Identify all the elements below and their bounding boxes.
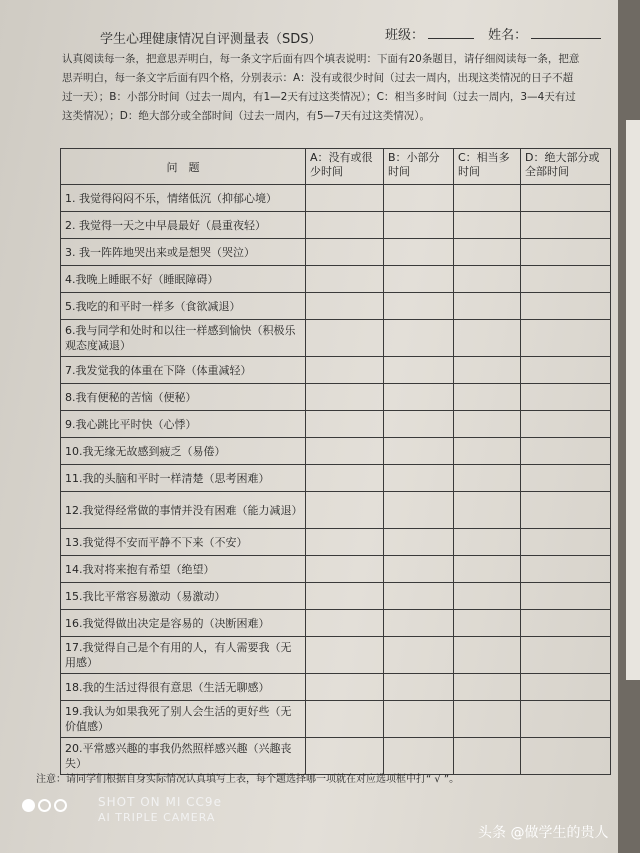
header-option-b: B：小部分时间 — [384, 149, 454, 185]
table-row — [61, 266, 611, 293]
answer-cell-d[interactable] — [521, 674, 611, 701]
table-header-row — [61, 149, 611, 185]
table-row — [61, 357, 611, 384]
answer-cell-b[interactable] — [384, 674, 454, 701]
answer-cell-c[interactable] — [454, 637, 521, 674]
question-text: 20.平常感兴趣的事我仍然照样感兴趣（兴趣丧失） — [61, 738, 306, 775]
answer-cell-b[interactable] — [384, 492, 454, 529]
question-rows — [61, 185, 611, 775]
answer-cell-d[interactable] — [521, 701, 611, 738]
question-text: 8.我有便秘的苦恼（便秘） — [61, 384, 306, 411]
table-row — [61, 438, 611, 465]
answer-cell-a[interactable] — [306, 411, 384, 438]
table-row — [61, 293, 611, 320]
answer-cell-c[interactable] — [454, 529, 521, 556]
answer-cell-b[interactable] — [384, 583, 454, 610]
answer-cell-d[interactable] — [521, 438, 611, 465]
camera-watermark-model: SHOT ON MI CC9e — [98, 795, 222, 809]
answer-cell-a[interactable] — [306, 465, 384, 492]
table-row — [61, 411, 611, 438]
answer-cell-b[interactable] — [384, 610, 454, 637]
answer-cell-d[interactable] — [521, 556, 611, 583]
answer-cell-c[interactable] — [454, 438, 521, 465]
sds-table — [60, 148, 611, 775]
answer-cell-c[interactable] — [454, 266, 521, 293]
table-row — [61, 492, 611, 529]
answer-cell-a[interactable] — [306, 556, 384, 583]
answer-cell-c[interactable] — [454, 556, 521, 583]
header-option-c: C：相当多时间 — [454, 149, 521, 185]
answer-cell-b[interactable] — [384, 384, 454, 411]
answer-cell-c[interactable] — [454, 185, 521, 212]
question-text: 1. 我觉得闷闷不乐，情绪低沉（抑郁心境） — [61, 185, 306, 212]
answer-cell-a[interactable] — [306, 637, 384, 674]
answer-cell-d[interactable] — [521, 293, 611, 320]
question-text: 6.我与同学和处时和以往一样感到愉快（积极乐观态度减退） — [61, 320, 306, 357]
camera-dots — [22, 797, 70, 816]
question-text: 4.我晚上睡眠不好（睡眠障碍） — [61, 266, 306, 293]
answer-cell-a[interactable] — [306, 185, 384, 212]
answer-cell-c[interactable] — [454, 411, 521, 438]
answer-cell-b[interactable] — [384, 701, 454, 738]
question-text: 2. 我觉得一天之中早晨最好（晨重夜轻） — [61, 212, 306, 239]
answer-cell-d[interactable] — [521, 357, 611, 384]
answer-cell-c[interactable] — [454, 293, 521, 320]
form-title: 学生心理健康情况自评测量表（SDS） — [100, 32, 322, 47]
question-text: 11.我的头脑和平时一样清楚（思考困难） — [61, 465, 306, 492]
answer-cell-c[interactable] — [454, 701, 521, 738]
instructions: 认真阅读每一条，把意思弄明白，每一条文字后面有四个填表说明：下面有20条题目，请仔细阅读每一条，把意思弄明白，每一条文字后面有四个格，分别表示：A：没有或很少时间（过去一周内，出现这类情况的日子不超过一天）；B：小部分时间（过去一周内，有1—2天有过这类情况）；C：相当多时间（过去一周内，3—4天有过这类情况）；D：绝大部分或全部时间（过去一周内，有5—7天有过这类情况）。 — [62, 53, 580, 122]
answer-cell-c[interactable] — [454, 738, 521, 775]
answer-cell-c[interactable] — [454, 212, 521, 239]
answer-cell-c[interactable] — [454, 492, 521, 529]
question-text: 18.我的生活过得很有意思（生活无聊感） — [61, 674, 306, 701]
answer-cell-b[interactable] — [384, 637, 454, 674]
table-row — [61, 556, 611, 583]
answer-cell-a[interactable] — [306, 583, 384, 610]
table-row — [61, 320, 611, 357]
answer-cell-b[interactable] — [384, 185, 454, 212]
answer-cell-d[interactable] — [521, 411, 611, 438]
answer-cell-d[interactable] — [521, 185, 611, 212]
answer-cell-d[interactable] — [521, 266, 611, 293]
answer-cell-b[interactable] — [384, 320, 454, 357]
question-text: 9.我心跳比平时快（心悸） — [61, 411, 306, 438]
answer-cell-a[interactable] — [306, 384, 384, 411]
answer-cell-d[interactable] — [521, 465, 611, 492]
answer-cell-a[interactable] — [306, 320, 384, 357]
table-row — [61, 674, 611, 701]
table-row — [61, 465, 611, 492]
answer-cell-b[interactable] — [384, 239, 454, 266]
answer-cell-c[interactable] — [454, 610, 521, 637]
table-row — [61, 212, 611, 239]
answer-cell-d[interactable] — [521, 492, 611, 529]
answer-cell-d[interactable] — [521, 529, 611, 556]
answer-cell-d[interactable] — [521, 384, 611, 411]
table-row — [61, 701, 611, 738]
answer-cell-a[interactable] — [306, 701, 384, 738]
answer-cell-d[interactable] — [521, 212, 611, 239]
table-row — [61, 738, 611, 775]
answer-cell-d[interactable] — [521, 610, 611, 637]
answer-cell-a[interactable] — [306, 293, 384, 320]
answer-cell-a[interactable] — [306, 266, 384, 293]
answer-cell-b[interactable] — [384, 293, 454, 320]
answer-cell-d[interactable] — [521, 583, 611, 610]
answer-cell-c[interactable] — [454, 465, 521, 492]
name-label: 姓名： — [488, 28, 528, 43]
student-fields — [385, 24, 611, 43]
answer-cell-a[interactable] — [306, 610, 384, 637]
question-text: 5.我吃的和平时一样多（食欲减退） — [61, 293, 306, 320]
question-text: 19.我认为如果我死了别人会生活的更好些（无价值感） — [61, 701, 306, 738]
answer-cell-d[interactable] — [521, 738, 611, 775]
answer-cell-a[interactable] — [306, 738, 384, 775]
answer-cell-c[interactable] — [454, 320, 521, 357]
answer-cell-a[interactable] — [306, 492, 384, 529]
answer-cell-d[interactable] — [521, 239, 611, 266]
ring-icon — [54, 799, 67, 812]
answer-cell-a[interactable] — [306, 438, 384, 465]
paper-edge-background — [626, 120, 640, 680]
answer-cell-c[interactable] — [454, 583, 521, 610]
dot-icon — [22, 799, 35, 812]
name-blank — [531, 38, 601, 39]
answer-cell-b[interactable] — [384, 357, 454, 384]
question-text: 12.我觉得经常做的事情并没有困难（能力减退） — [61, 492, 306, 529]
answer-cell-a[interactable] — [306, 357, 384, 384]
answer-cell-c[interactable] — [454, 357, 521, 384]
answer-cell-b[interactable] — [384, 556, 454, 583]
header-question: 问 题 — [61, 149, 306, 185]
header-option-d: D：绝大部分或全部时间 — [521, 149, 611, 185]
answer-cell-b[interactable] — [384, 465, 454, 492]
answer-cell-b[interactable] — [384, 266, 454, 293]
answer-cell-b[interactable] — [384, 438, 454, 465]
camera-watermark-camera: AI TRIPLE CAMERA — [98, 811, 216, 824]
question-text: 3. 我一阵阵地哭出来或是想哭（哭泣） — [61, 239, 306, 266]
footnote: 注意：请同学们根据自身实际情况认真填写上表，每个题选择哪一项就在对应选项框中打“ √ ”。 — [36, 774, 460, 785]
table-row — [61, 610, 611, 637]
question-text: 15.我比平常容易激动（易激动） — [61, 583, 306, 610]
answer-cell-a[interactable] — [306, 212, 384, 239]
table-row — [61, 384, 611, 411]
question-text: 7.我发觉我的体重在下降（体重减轻） — [61, 357, 306, 384]
question-text: 10.我无缘无故感到疲乏（易倦） — [61, 438, 306, 465]
class-label: 班级： — [385, 28, 425, 43]
answer-cell-b[interactable] — [384, 411, 454, 438]
table-row — [61, 583, 611, 610]
answer-cell-b[interactable] — [384, 212, 454, 239]
answer-cell-b[interactable] — [384, 738, 454, 775]
question-text: 13.我觉得不安而平静不下来（不安） — [61, 529, 306, 556]
question-text: 17.我觉得自己是个有用的人，有人需要我（无用感） — [61, 637, 306, 674]
table-row — [61, 529, 611, 556]
table-row — [61, 637, 611, 674]
question-text: 16.我觉得做出决定是容易的（决断困难） — [61, 610, 306, 637]
answer-cell-a[interactable] — [306, 529, 384, 556]
answer-cell-c[interactable] — [454, 674, 521, 701]
table-row — [61, 185, 611, 212]
answer-cell-b[interactable] — [384, 529, 454, 556]
answer-cell-a[interactable] — [306, 674, 384, 701]
answer-cell-c[interactable] — [454, 384, 521, 411]
class-blank — [428, 38, 474, 39]
answer-cell-a[interactable] — [306, 239, 384, 266]
source-watermark: 头条 @做学生的贵人 — [478, 825, 609, 841]
answer-cell-d[interactable] — [521, 637, 611, 674]
header-option-a: A：没有或很少时间 — [306, 149, 384, 185]
ring-icon — [38, 799, 51, 812]
question-text: 14.我对将来抱有希望（绝望） — [61, 556, 306, 583]
table-row — [61, 239, 611, 266]
answer-cell-c[interactable] — [454, 239, 521, 266]
answer-cell-d[interactable] — [521, 320, 611, 357]
